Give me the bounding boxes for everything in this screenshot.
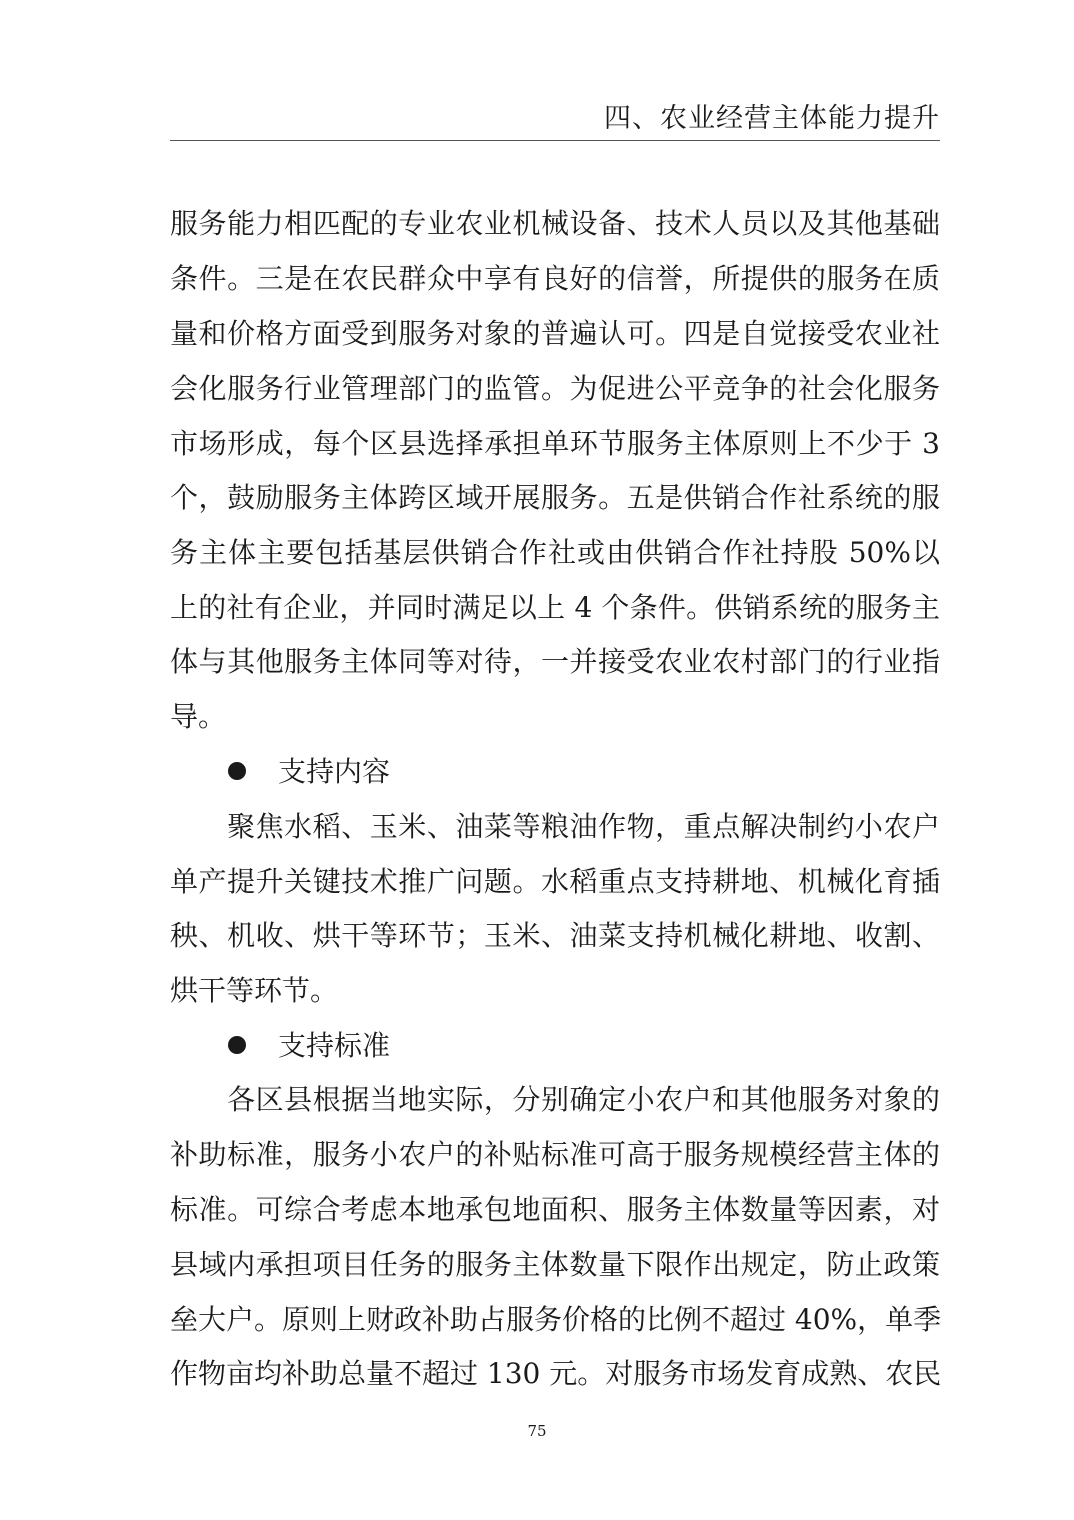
- text-line: 导。: [170, 700, 227, 733]
- text-line: 条件。三是在农民群众中享有良好的信誉，所提供的服务在质: [170, 262, 940, 295]
- text-line: 体与其他服务主体同等对待，一并接受农业农村部门的行业指: [170, 645, 940, 678]
- text-line: 作物亩均补助总量不超过 130 元。对服务市场发育成熟、农民: [170, 1357, 942, 1390]
- text-line: 秧、机收、烘干等环节；玉米、油菜支持机械化耕地、收割、: [170, 919, 940, 952]
- text-line: 单产提升关键技术推广问题。水稻重点支持耕地、机械化育插: [170, 865, 940, 898]
- text-line: 各区县根据当地实际，分别确定小农户和其他服务对象的: [170, 1083, 940, 1116]
- bullet-icon: [228, 762, 246, 780]
- text-line: 务主体主要包括基层供销合作社或由供销合作社持股 50%以: [170, 536, 940, 569]
- text-line: 个，鼓励服务主体跨区域开展服务。五是供销合作社系统的服: [170, 481, 940, 514]
- section-heading-support-standard: [228, 1028, 390, 1064]
- page-number: 75: [527, 1422, 547, 1440]
- section-heading-support-content: [228, 754, 390, 790]
- text-line: 垒大户。原则上财政补助占服务价格的比例不超过 40%，单季: [170, 1303, 942, 1336]
- text-line: 标准。可综合考虑本地承包地面积、服务主体数量等因素，对: [170, 1193, 940, 1226]
- text-line: 聚焦水稻、玉米、油菜等粮油作物，重点解决制约小农户: [170, 810, 940, 843]
- text-line: 县域内承担项目任务的服务主体数量下限作出规定，防止政策: [170, 1248, 940, 1281]
- chapter-title: 四、农业经营主体能力提升: [604, 103, 940, 134]
- bullet-icon: [228, 1036, 246, 1054]
- page-header: [170, 92, 940, 141]
- section-heading-text: 支持标准: [278, 1029, 391, 1062]
- text-line: 量和价格方面受到服务对象的普遍认可。四是自觉接受农业社: [170, 317, 940, 350]
- text-line: 上的社有企业，并同时满足以上 4 个条件。供销系统的服务主: [170, 591, 940, 624]
- text-line: 会化服务行业管理部门的监管。为促进公平竞争的社会化服务: [170, 372, 940, 405]
- text-line: 市场形成，每个区县选择承担单环节服务主体原则上不少于 3: [170, 427, 940, 460]
- text-line: 烘干等环节。: [170, 974, 339, 1007]
- section-heading-text: 支持内容: [278, 755, 391, 788]
- text-line: 服务能力相匹配的专业农业机械设备、技术人员以及其他基础: [170, 207, 940, 240]
- text-line: 补助标准，服务小农户的补贴标准可高于服务规模经营主体的: [170, 1138, 940, 1171]
